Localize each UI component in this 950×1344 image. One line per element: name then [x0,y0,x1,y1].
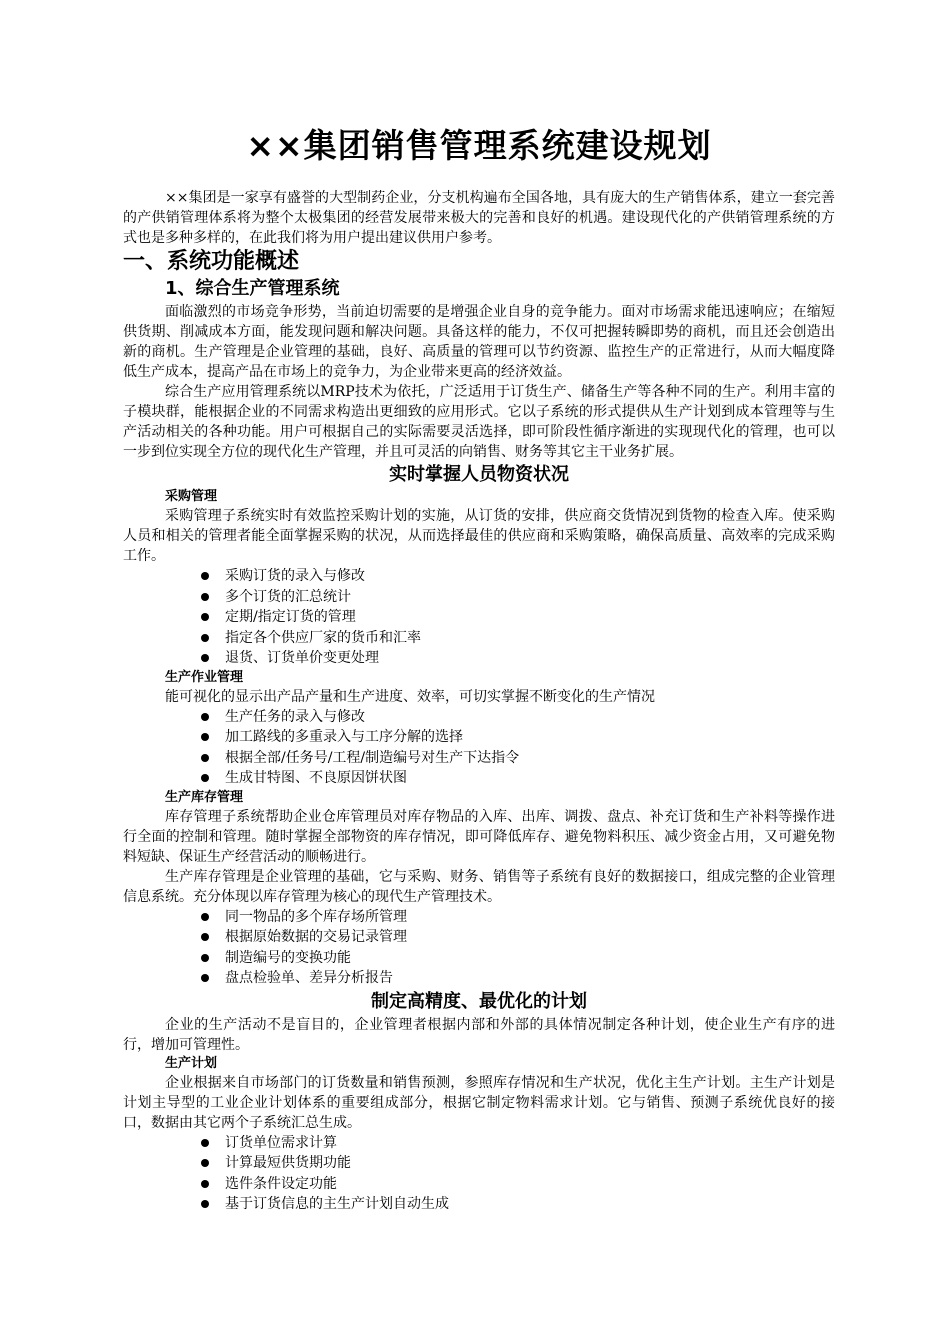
bullet-icon [201,754,209,762]
list-item [123,566,835,587]
subsection-heading-production: 1、综合生产管理系统 [165,278,340,299]
document-body [123,188,835,1215]
list-item-text: 计算最短供货期功能 [225,1155,351,1171]
list-item [123,748,835,769]
list-item [123,648,835,669]
list-item-text: 盘点检验单、差异分析报告 [225,970,393,986]
bullet-icon [201,933,209,941]
list-item [123,968,835,989]
production-paragraph-1: 面临激烈的市场竞争形势，当前迫切需要的是增强企业自身的竞争能力。面对市场需求能迅速响应；在缩短供货期、削减成本方面，能发现问题和解决问题。具备这样的能力，不仅可把握转瞬即势的商机，而且还会创造出新的商机。生产管理是企业管理的基础，良好、高质量的管理可以节约资源、监控生产的正常进行，从而大幅度降低生产成本，提高产品在市场上的竞争力，为企业带来更高的经济效益。 [123,304,835,380]
operation-paragraph: 能可视化的显示出产品产量和生产进度、效率，可切实掌握不断变化的生产情况 [165,688,655,705]
list-item-text: 选件条件设定功能 [225,1175,337,1192]
bullet-icon [201,974,209,982]
list-item [123,927,835,948]
block-heading-realtime: 实时掌握人员物资状况 [389,464,569,485]
list-item-text: 制造编号的变换功能 [225,949,351,966]
purchase-list [123,566,835,669]
list-item-text: 加工路线的多重录入与工序分解的选择 [225,729,463,745]
bullet-icon [201,954,209,962]
list-item [123,1194,835,1215]
list-item [123,1153,835,1174]
planning-paragraph: 企业的生产活动不是盲目的，企业管理者根据内部和外部的具体情况制定各种计划，使企业生产有序的进行，增加可管理性。 [123,1016,835,1053]
bullet-icon [201,654,209,662]
bullet-icon [201,1159,209,1167]
list-item [123,607,835,628]
list-item-text: 同一物品的多个库存场所管理 [225,908,407,925]
bullet-icon [201,572,209,580]
label-production-plan: 生产计划 [165,1055,218,1071]
production-plan-paragraph: 企业根据来自市场部门的订货数量和销售预测，参照库存情况和生产状况，优化主生产计划。主生产计划是计划主导型的工业企业计划体系的重要组成部分，根据它制定物料需求计划。它与销售、预测子系统优良好的接口，数据由其它两个子系统汇总生成。 [123,1074,835,1131]
list-item [123,948,835,969]
bullet-icon [201,634,209,642]
list-item-text: 生产任务的录入与修改 [225,708,365,725]
purchase-paragraph: 采购管理子系统实时有效监控采购计划的实施，从订货的安排，供应商交货情况到货物的检查入库。使采购人员和相关的管理者能全面掌握采购的状况，从而选择最佳的供应商和采购策略，确保高质量、高效率的完成采购工作。 [123,508,835,564]
label-inventory: 生产库存管理 [165,789,244,805]
list-item-text: 定期/指定订货的管理 [225,609,356,625]
list-item-text: 多个订货的汇总统计 [225,588,351,605]
inventory-paragraph-1: 库存管理子系统帮助企业仓库管理员对库存物品的入库、出库、调拨、盘点、补充订货和生产补料等操作进行全面的控制和管理。随时掌握全部物资的库存情况，即可降低库存、避免物料积压、减少资金占用，又可避免物料短缺、保证生产经营活动的顺畅进行。 [123,808,835,865]
production-plan-list [123,1133,835,1215]
list-item-text: 根据全部/任务号/工程/制造编号对生产下达指令 [225,749,520,766]
bullet-icon [201,713,209,721]
list-item [123,768,835,789]
inventory-list [123,907,835,989]
list-item [123,907,835,928]
list-item [123,727,835,748]
bullet-icon [201,613,209,621]
list-item-text: 采购订货的录入与修改 [225,568,365,584]
bullet-icon [201,774,209,782]
bullet-icon [201,733,209,741]
bullet-icon [201,913,209,921]
label-purchase: 采购管理 [165,489,218,504]
list-item [123,1174,835,1195]
inventory-paragraph-2: 生产库存管理是企业管理的基础，它与采购、财务、销售等子系统有良好的数据接口，组成完整的企业管理信息系统。充分体现以库存管理为核心的现代生产管理技术。 [123,868,835,905]
block-heading-planning: 制定高精度、最优化的计划 [371,990,587,1012]
bullet-icon [201,1139,209,1147]
label-operation: 生产作业管理 [165,669,244,685]
list-item-text: 根据原始数据的交易记录管理 [225,929,407,945]
document-title: ××集团销售管理系统建设规划 [246,126,712,165]
list-item [123,707,835,728]
list-item-text: 基于订货信息的主生产计划自动生成 [225,1196,449,1212]
list-item-text: 指定各个供应厂家的货币和汇率 [225,629,421,646]
list-item [123,628,835,649]
bullet-icon [201,593,209,601]
section-heading-overview: 一、系统功能概述 [123,249,300,274]
bullet-icon [201,1200,209,1208]
list-item-text: 订货单位需求计算 [225,1134,337,1151]
bullet-icon [201,1180,209,1188]
list-item-text: 退货、订货单价变更处理 [225,650,379,666]
list-item [123,1133,835,1154]
list-item [123,587,835,608]
production-paragraph-2: 综合生产应用管理系统以MRP技术为依托，广泛适用于订货生产、储备生产等各种不同的生产。利用丰富的子模块群，能根据企业的不同需求构造出更细致的应用形式。它以子系统的形式提供从生产计划到成本管理等与生产活动相关的各种功能。用户可根据自己的实际需要灵活选择，即可阶段性循序渐进的实现现代化的管理，也可以一步到位实现全方位的现代化生产管理，并且可灵活的向销售、财务等其它主干业务扩展。 [123,384,835,460]
intro-paragraph: ××集团是一家享有盛誉的大型制药企业，分支机构遍布全国各地，具有庞大的生产销售体系，建立一套完善的产供销管理体系将为整个太极集团的经营发展带来极大的完善和良好的机遇。建设现代化的产供销管理系统的方式也是多种多样的，在此我们将为用户提出建议供用户参考。 [123,190,835,246]
list-item-text: 生成甘特图、不良原因饼状图 [225,770,407,786]
operation-list [123,707,835,789]
